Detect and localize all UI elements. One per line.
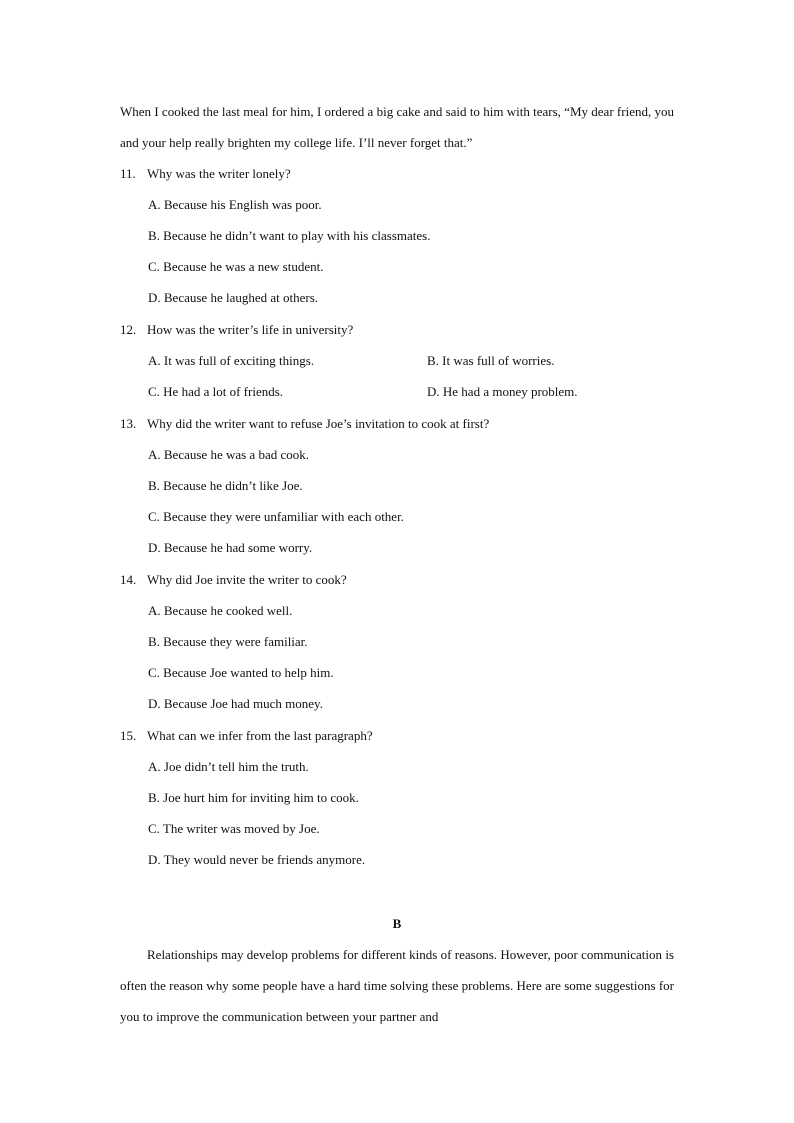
option-15-d: D. They would never be friends anymore. — [148, 852, 366, 867]
option-11-c: C. Because he was a new student. — [148, 259, 324, 274]
option-15-c: C. The writer was moved by Joe. — [148, 821, 320, 836]
option-13-d: D. Because he had some worry. — [148, 540, 313, 555]
option-13-b: B. Because he didn’t like Joe. — [148, 478, 303, 493]
option-14-c: C. Because Joe wanted to help him. — [148, 665, 334, 680]
question-number: 12. — [120, 322, 137, 337]
question-15 — [120, 720, 373, 751]
question-number: 11. — [120, 166, 136, 181]
intro-paragraph: When I cooked the last meal for him, I ordered a big cake and said to him with tears, “My dear friend, you and your help really brighten my college life. I’ll never forget that.” — [120, 104, 674, 150]
question-text: Why was the writer lonely? — [147, 166, 291, 181]
question-number: 13. — [120, 416, 137, 431]
option-12-c: C. He had a lot of friends. — [148, 384, 284, 399]
question-text: How was the writer’s life in university? — [147, 322, 354, 337]
question-text: Why did Joe invite the writer to cook? — [147, 572, 347, 587]
option-11-b: B. Because he didn’t want to play with his classmates. — [148, 228, 431, 243]
option-11-a: A. Because his English was poor. — [148, 197, 322, 212]
option-12-d: D. He had a money problem. — [427, 384, 578, 399]
question-14 — [120, 564, 347, 595]
option-15-a: A. Joe didn’t tell him the truth. — [148, 759, 309, 774]
option-14-b: B. Because they were familiar. — [148, 634, 308, 649]
option-12-b: B. It was full of worries. — [427, 353, 555, 368]
option-12-a: A. It was full of exciting things. — [148, 353, 315, 368]
section-b-paragraph: Relationships may develop problems for different kinds of reasons. However, poor communication is often the reason why some people have a hard time solving these problems. Here are some suggestions for you to improve the communication between your partner and — [120, 947, 674, 1024]
option-14-d: D. Because Joe had much money. — [148, 696, 323, 711]
question-number: 15. — [120, 728, 137, 743]
question-13 — [120, 408, 489, 439]
option-13-c: C. Because they were unfamiliar with each other. — [148, 509, 404, 524]
option-13-a: A. Because he was a bad cook. — [148, 447, 309, 462]
question-11 — [120, 158, 291, 189]
option-14-a: A. Because he cooked well. — [148, 603, 293, 618]
question-text: What can we infer from the last paragraph? — [147, 728, 373, 743]
option-11-d: D. Because he laughed at others. — [148, 290, 319, 305]
question-text: Why did the writer want to refuse Joe’s invitation to cook at first? — [147, 416, 490, 431]
question-12 — [120, 314, 353, 345]
section-b-title: B — [392, 916, 402, 931]
question-number: 14. — [120, 572, 137, 587]
option-15-b: B. Joe hurt him for inviting him to cook. — [148, 790, 359, 805]
